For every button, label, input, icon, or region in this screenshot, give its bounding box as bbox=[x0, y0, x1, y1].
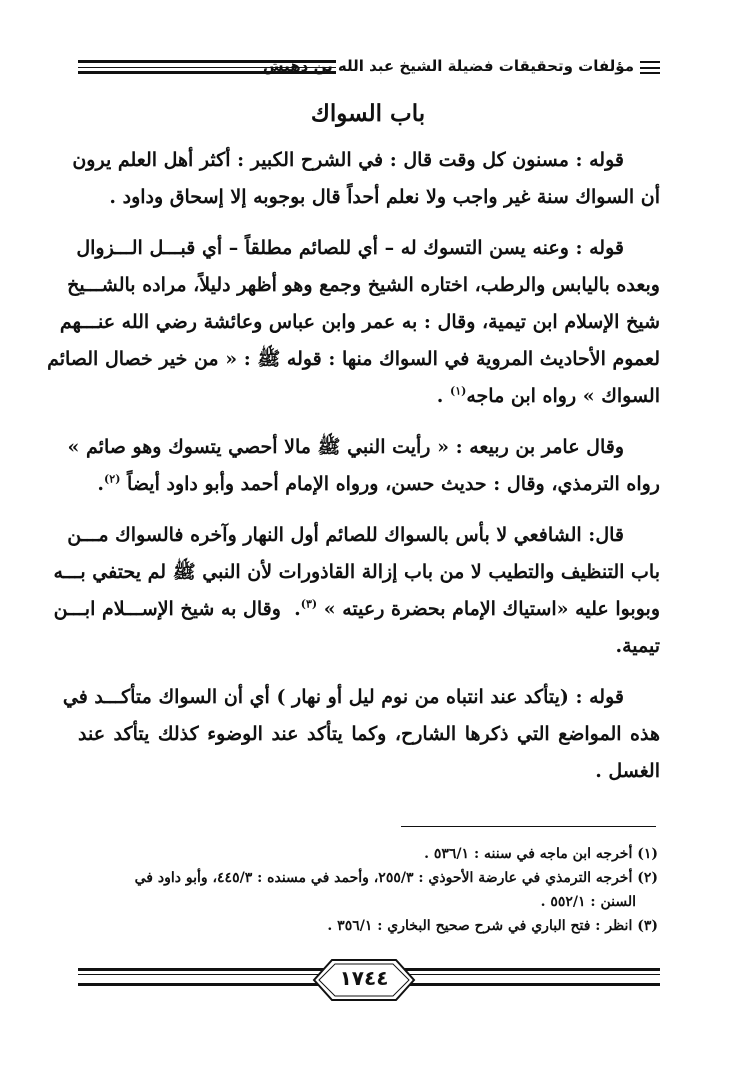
text-line: قوله : وعنه يسن التسوك له – أي للصائم مطلقاً – أي قبـــل الـــزوال bbox=[76, 237, 624, 259]
header-rule bbox=[640, 67, 660, 69]
footnote-ref: (١) bbox=[450, 384, 467, 398]
text-line: هذه المواضع التي ذكرها الشارح، وكما يتأكد عند الوضوء كذلك يتأكد عند bbox=[78, 723, 660, 745]
page-number: ١٧٤٤ bbox=[339, 966, 389, 990]
text-line: وبعده باليابس والرطب، اختاره الشيخ وجمع وهو أظهر دليلاً، مراده بالشـــيخ bbox=[67, 274, 660, 296]
text-line: قوله : مسنون كل وقت قال : في الشرح الكبير : أكثر أهل العلم يرون bbox=[72, 149, 624, 171]
footnote: (٢) أخرجه الترمذي في عارضة الأحوذي : ٢٥٥/٣، وأحمد في مسنده : ٤٤٥/٣، وأبو داود في bbox=[134, 870, 658, 886]
header-rule bbox=[640, 61, 660, 63]
text-line: وقال عامر بن ربيعه : « رأيت النبي ﷺ مالا أحصي يتسوك وهو صائم » bbox=[67, 436, 624, 458]
text-span: السواك » رواه ابن ماجه bbox=[466, 385, 660, 407]
text-span: رواه الترمذي، وقال : حديث حسن، ورواه الإمام أحمد وأبو داود أيضاً bbox=[127, 473, 660, 495]
text-line: وبوبوا عليه «استياك الإمام بحضرة رعيته » $^{(٣)}$. وقال به شيخ الإســـلام ابـــن bbox=[53, 597, 660, 620]
footnote-separator bbox=[401, 826, 656, 827]
text-line: السواك » رواه ابن ماجه$^{(١)}$ . bbox=[436, 384, 660, 407]
footnote-ref: (٣) bbox=[300, 597, 318, 611]
text-line: رواه الترمذي، وقال : حديث حسن، ورواه الإمام أحمد وأبو داود أيضاً $^{(٢)}$. bbox=[97, 472, 660, 495]
chapter-title: باب السواك bbox=[310, 100, 426, 127]
running-header bbox=[78, 58, 660, 80]
text-line: قال: الشافعي لا بأس بالسواك للصائم أول النهار وآخره فالسواك مـــن bbox=[67, 524, 624, 546]
text-line: أن السواك سنة غير واجب ولا نعلم أحداً قال بوجوبه إلا إسحاق وداود . bbox=[109, 186, 660, 208]
footnote: (٣) انظر : فتح الباري في شرح صحيح البخاري : ٣٥٦/١ . bbox=[327, 918, 658, 934]
text-line: لعموم الأحاديث المروية في السواك منها : قوله ﷺ : « من خير خصال الصائم bbox=[47, 348, 660, 370]
header-rule bbox=[640, 72, 660, 74]
text-line: تيمية. bbox=[615, 635, 660, 657]
page-number-badge bbox=[312, 958, 416, 1002]
text-line: الغسل . bbox=[595, 760, 660, 782]
text-line: شيخ الإسلام ابن تيمية، وقال : به عمر وابن عباس وعائشة رضي الله عنـــهم bbox=[59, 311, 660, 333]
page-footer bbox=[78, 958, 660, 1002]
text-span: وقال به شيخ الإســـلام ابـــن bbox=[53, 598, 281, 620]
header-title: مؤلفات وتحقيقات فضيلة الشيخ عبد الله بن دهيش bbox=[262, 57, 634, 75]
footnote: (١) أخرجه ابن ماجه في سننه : ٥٣٦/١ . bbox=[424, 846, 658, 862]
text-span: وبوبوا عليه «استياك الإمام بحضرة رعيته » bbox=[323, 598, 660, 620]
text-line: باب التنظيف والتطيب لا من باب إزالة القاذورات لأن النبي ﷺ لم يحتفي بـــه bbox=[53, 561, 660, 583]
footnote-ref: (٢) bbox=[104, 472, 121, 486]
text-line: قوله : (يتأكد عند انتباه من نوم ليل أو نهار ) أي أن السواك متأكـــد في bbox=[62, 686, 624, 708]
footnotes bbox=[78, 842, 658, 938]
footnote-continuation: السنن : ٥٥٢/١ . bbox=[540, 894, 636, 910]
body-text bbox=[47, 142, 660, 790]
